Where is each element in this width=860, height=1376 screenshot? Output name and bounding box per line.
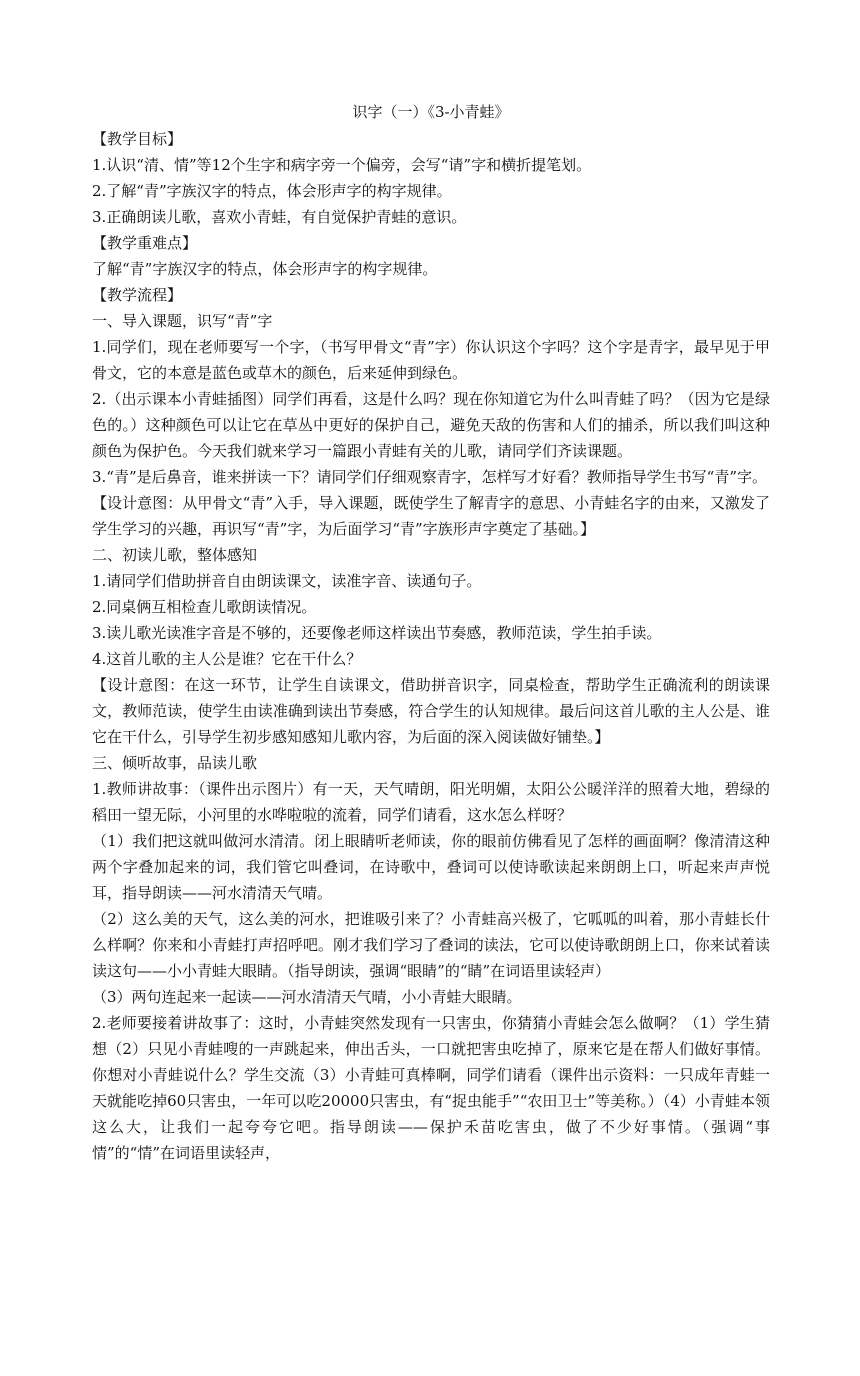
subsection-heading: 三、倾听故事，品读儿歌 xyxy=(92,754,258,772)
body-paragraph: （1）我们把这就叫做河水清清。闭上眼睛听老师读，你的眼前仿佛看见了怎样的画面啊？像清清这种两个字叠加起来的词，我们管它叫叠词，在诗歌中，叠词可以使诗歌读起来朗朗上口，听起来声声悦耳，指导朗读——河水清清天气晴。 xyxy=(92,832,770,902)
document-page xyxy=(92,100,770,1166)
objective-item: 1.认识“清、情”等12个生字和病字旁一个偏旁，会写“请”字和横折提笔划。 xyxy=(92,156,592,174)
body-paragraph: 1.请同学们借助拼音自由朗读课文，读准字音、读通句子。 xyxy=(92,572,482,590)
design-intent-note: 【设计意图：从甲骨文“青”入手，导入课题，既使学生了解青字的意思、小青蛙名字的由来，又激发了学生学习的兴趣，再识写“青”字，为后面学习“青”字族形声字奠定了基础。】 xyxy=(92,494,770,538)
document-title: 识字（一）《3-小青蛙》 xyxy=(352,103,510,121)
body-paragraph: 3.“青”是后鼻音，谁来拼读一下？请同学们仔细观察青字，怎样写才好看？教师指导学生书写“青”字。 xyxy=(92,468,767,486)
body-paragraph: （2）这么美的天气，这么美的河水，把谁吸引来了？小青蛙高兴极了，它呱呱的叫着，那小青蛙长什么样啊？你来和小青蛙打声招呼吧。刚才我们学习了叠词的读法，它可以使诗歌朗朗上口，你来试着读读这句——小小青蛙大眼睛。（指导朗读，强调“眼睛”的“睛”在词语里读轻声） xyxy=(92,910,770,980)
body-paragraph: 3.读儿歌光读准字音是不够的，还要像老师这样读出节奏感，教师范读，学生拍手读。 xyxy=(92,624,662,642)
key-points-text: 了解“青”字族汉字的特点，体会形声字的构字规律。 xyxy=(92,260,438,278)
section-heading-objectives: 【教学目标】 xyxy=(92,130,183,148)
body-paragraph: 1.教师讲故事：（课件出示图片）有一天，天气晴朗，阳光明媚，太阳公公暖洋洋的照着大地，碧绿的稻田一望无际，小河里的水哗啦啦的流着，同学们请看，这水怎么样呀？ xyxy=(92,780,770,824)
objective-item: 3.正确朗读儿歌，喜欢小青蛙，有自觉保护青蛙的意识。 xyxy=(92,208,467,226)
subsection-heading: 二、初读儿歌，整体感知 xyxy=(92,546,258,564)
section-heading-process: 【教学流程】 xyxy=(92,286,183,304)
body-paragraph: （3）两句连起来一起读——河水清清天气晴，小小青蛙大眼睛。 xyxy=(92,988,522,1006)
section-heading-key-points: 【教学重难点】 xyxy=(92,234,198,252)
body-paragraph: 2.同桌俩互相检查儿歌朗读情况。 xyxy=(92,598,317,616)
design-intent-note: 【设计意图：在这一环节，让学生自读课文，借助拼音识字，同桌检查，帮助学生正确流利的朗读课文，教师范读，使学生由读准确到读出节奏感，符合学生的认知规律。最后问这首儿歌的主人公是、谁它在干什么，引导学生初步感知感知儿歌内容，为后面的深入阅读做好铺垫。】 xyxy=(92,676,770,746)
body-paragraph: 2.老师要接着讲故事了：这时，小青蛙突然发现有一只害虫，你猜猜小青蛙会怎么做啊？（1）学生猜想（2）只见小青蛙嗖的一声跳起来，伸出舌头，一口就把害虫吃掉了，原来它是在帮人们做好事情。你想对小青蛙说什么？学生交流（3）小青蛙可真棒啊，同学们请看（课件出示资料：一只成年青蛙一天就能吃掉60只害虫，一年可以吃20000只害虫，有“捉虫能手”“农田卫士”等美称。）（4）小青蛙本领这么大，让我们一起夸夸它吧。指导朗读——保护禾苗吃害虫，做了不少好事情。（强调“事情”的“情”在词语里读轻声， xyxy=(92,1014,770,1162)
objective-item: 2.了解“青”字族汉字的特点，体会形声字的构字规律。 xyxy=(92,182,452,200)
subsection-heading: 一、导入课题，识写“青”字 xyxy=(92,312,273,330)
body-paragraph: 1.同学们，现在老师要写一个字，（书写甲骨文“青”字）你认识这个字吗？这个字是青字，最早见于甲骨文，它的本意是蓝色或草木的颜色，后来延伸到绿色。 xyxy=(92,338,770,382)
body-paragraph: 2.（出示课本小青蛙插图）同学们再看，这是什么吗？现在你知道它为什么叫青蛙了吗？（因为它是绿色的。）这种颜色可以让它在草丛中更好的保护自己，避免天敌的伤害和人们的捕杀，所以我们叫这种颜色为保护色。今天我们就来学习一篇跟小青蛙有关的儿歌，请同学们齐读课题。 xyxy=(92,390,770,460)
body-paragraph: 4.这首儿歌的主人公是谁？它在干什么？ xyxy=(92,650,362,668)
